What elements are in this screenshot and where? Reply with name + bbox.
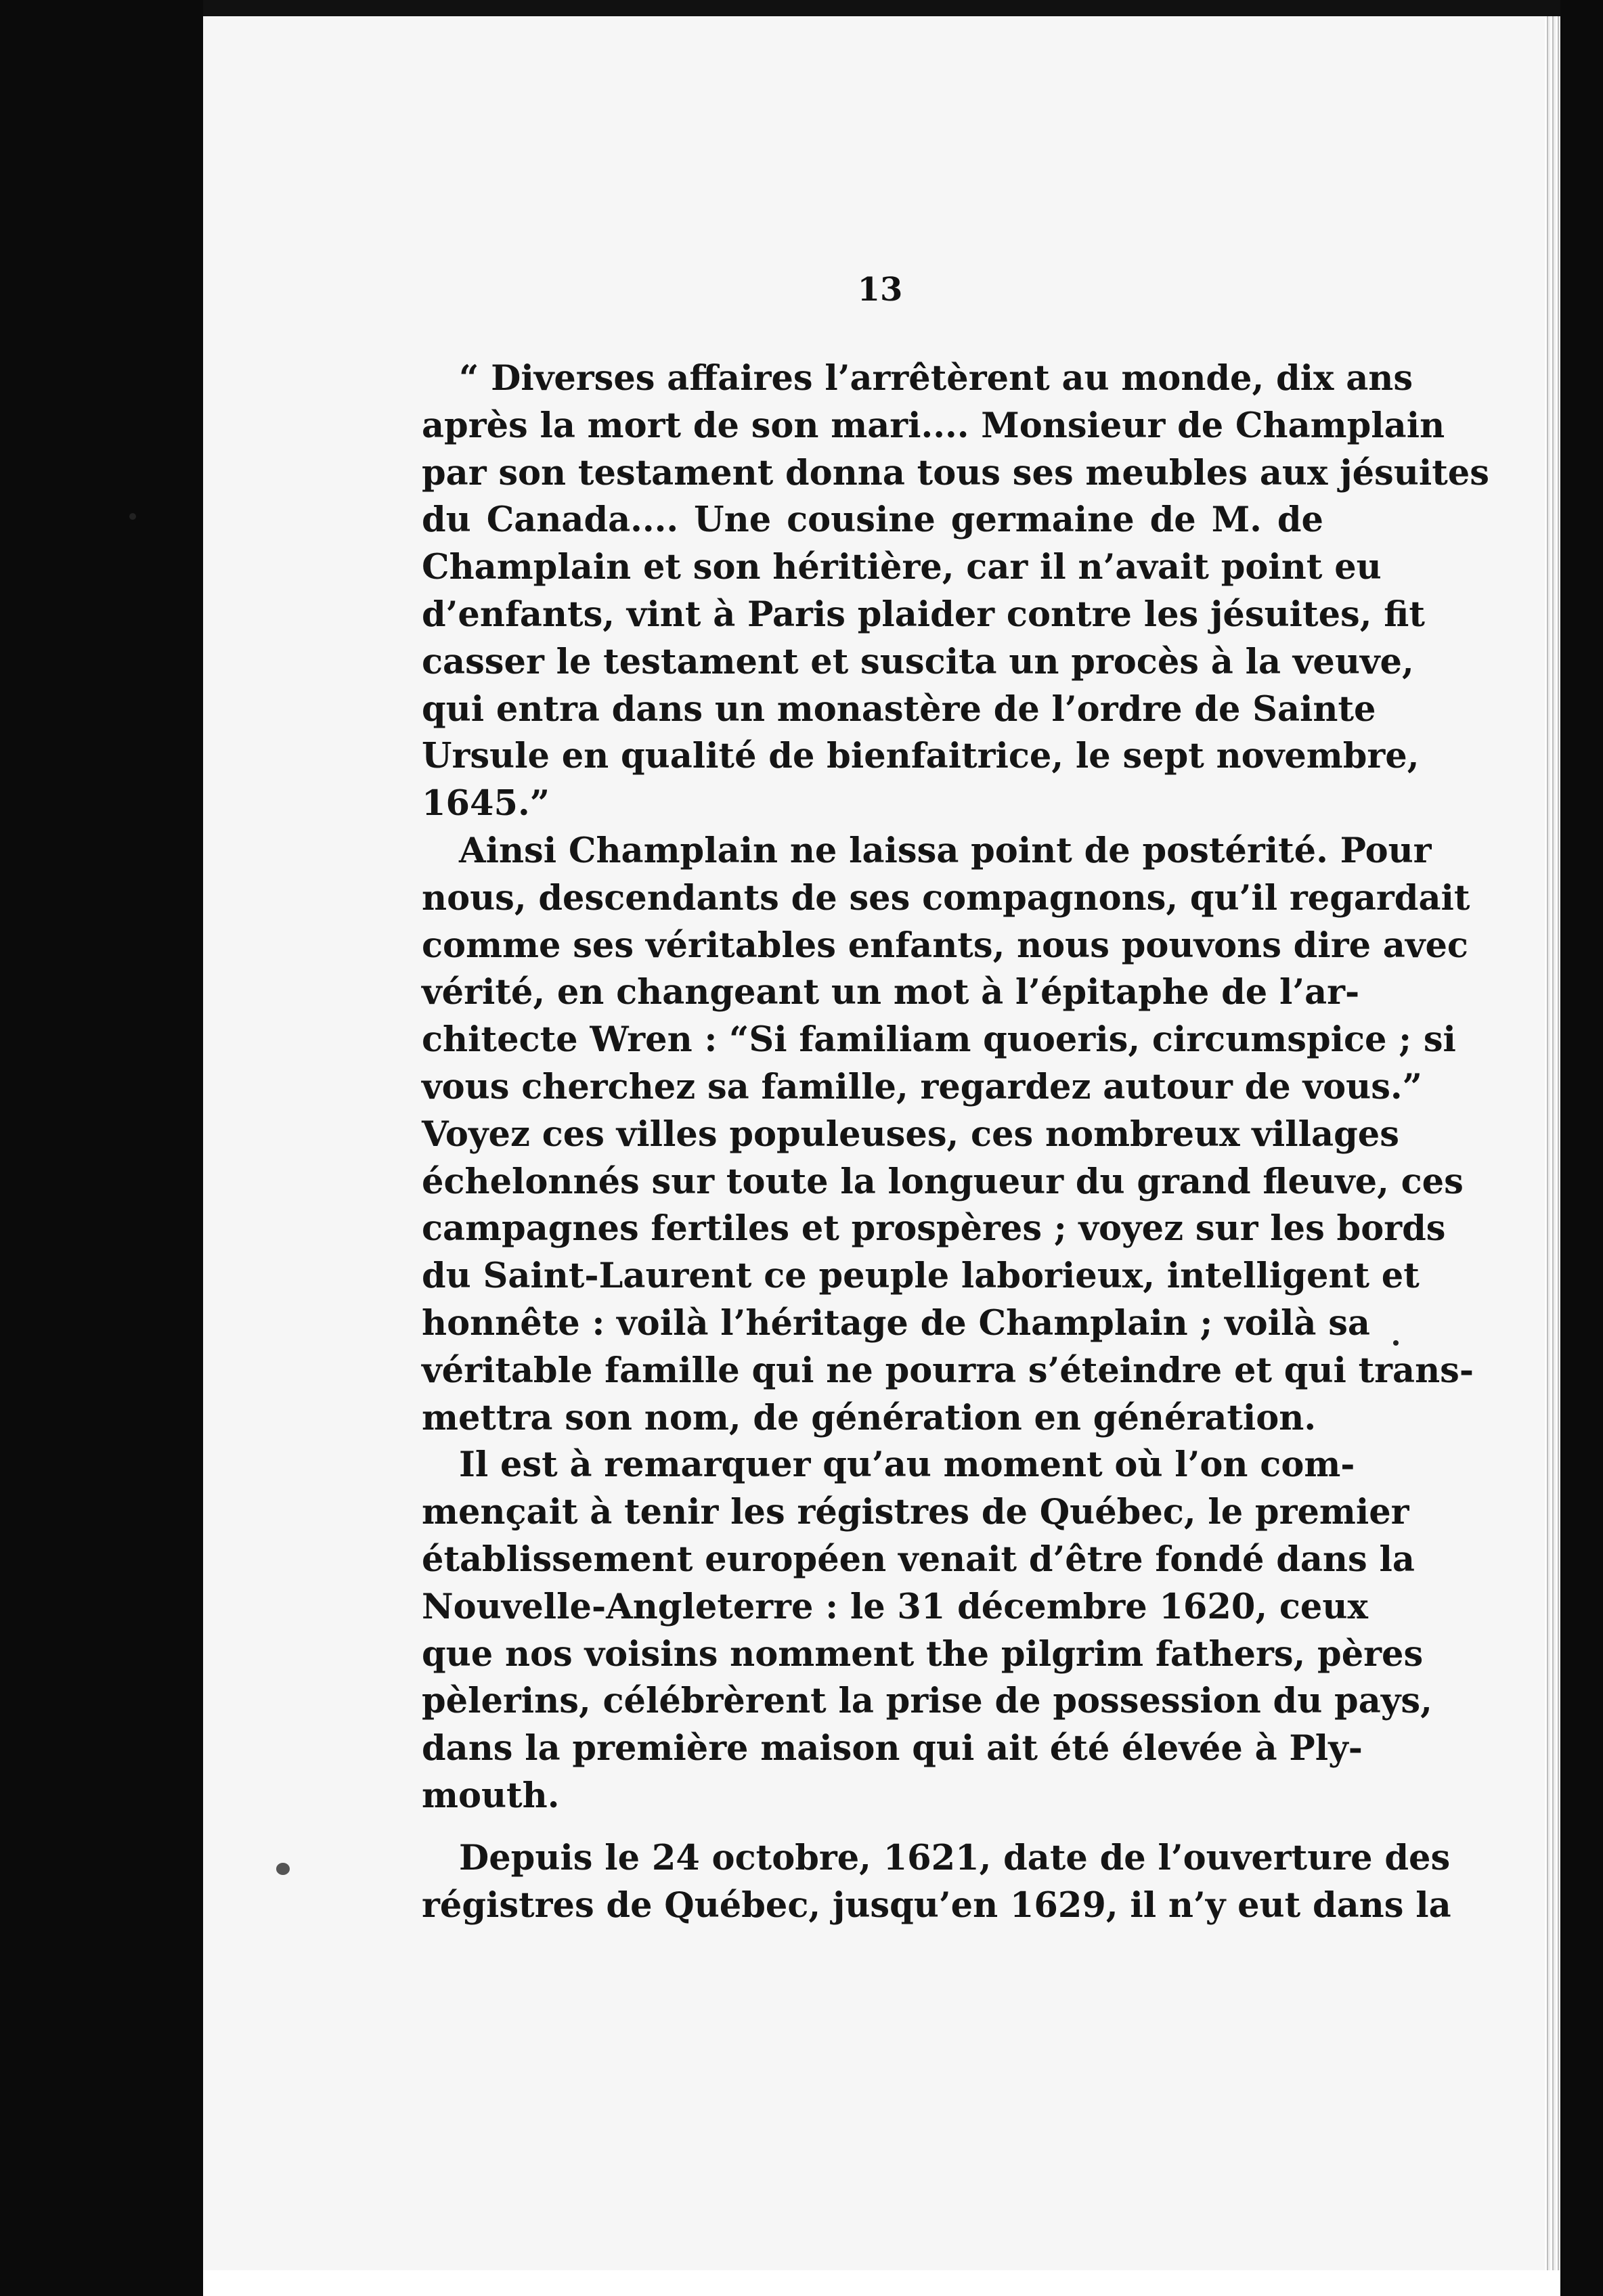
text-line: campagnes fertiles et prospères ; voyez sur les bords xyxy=(422,1208,1446,1249)
text-line: chitecte Wren : “Si familiam quoeris, circumspice ; si xyxy=(422,1019,1456,1060)
text-line: d’enfants, vint à Paris plaider contre les jésuites, fit xyxy=(422,594,1425,635)
text-line: véritable famille qui ne pourra s’éteindre et qui trans- xyxy=(422,1350,1474,1391)
text-line: vous cherchez sa famille, regardez autour de vous.” xyxy=(422,1067,1423,1107)
text-line: Ainsi Champlain ne laissa point de postérité. Pour xyxy=(459,831,1432,871)
text-line: 1645.” xyxy=(422,783,550,824)
text-line: mençait à tenir les régistres de Québec, le premier xyxy=(422,1492,1409,1532)
text-line: mettra son nom, de génération en génération. xyxy=(422,1398,1317,1438)
text-line: comme ses véritables enfants, nous pouvons dire avec xyxy=(422,925,1468,966)
scan-bottom-strip xyxy=(203,2270,1560,2296)
text-line: Depuis le 24 octobre, 1621, date de l’ouverture des xyxy=(459,1838,1451,1878)
page-number: 13 xyxy=(857,271,903,309)
text-line: que nos voisins nomment the pilgrim fathers, pères xyxy=(422,1634,1424,1675)
text-line: du Canada.... Une cousine germaine de M. de xyxy=(422,500,1323,540)
scan-right-margin xyxy=(1560,0,1603,2296)
scan-left-margin xyxy=(0,0,203,2296)
text-line: Voyez ces villes populeuses, ces nombreux villages xyxy=(422,1114,1399,1155)
text-line: nous, descendants de ses compagnons, qu’il regardait xyxy=(422,878,1470,919)
text-line: pèlerins, célébrèrent la prise de possession du pays, xyxy=(422,1681,1432,1721)
page-edge-stack xyxy=(1545,16,1560,2270)
scan-speck xyxy=(276,1863,290,1875)
scan-speck xyxy=(1393,1340,1399,1346)
text-line: vérité, en changeant un mot à l’épitaphe de l’ar- xyxy=(422,972,1360,1013)
text-line: dans la première maison qui ait été élevée à Ply- xyxy=(422,1728,1363,1769)
text-line: Ursule en qualité de bienfaitrice, le sept novembre, xyxy=(422,736,1420,776)
text-line: casser le testament et suscita un procès à la veuve, xyxy=(422,642,1414,682)
text-line: Champlain et son héritière, car il n’avait point eu xyxy=(422,547,1382,588)
text-line: établissement européen venait d’être fondé dans la xyxy=(422,1539,1415,1580)
text-line: après la mort de son mari.... Monsieur de Champlain xyxy=(422,405,1445,446)
text-line: régistres de Québec, jusqu’en 1629, il n’y eut dans la xyxy=(422,1885,1451,1926)
text-line: qui entra dans un monastère de l’ordre de Sainte xyxy=(422,689,1376,730)
scan-speck xyxy=(129,513,136,520)
scan-top-border xyxy=(0,0,1603,16)
text-line: honnête : voilà l’héritage de Champlain ; voilà sa xyxy=(422,1303,1370,1344)
text-line: du Saint-Laurent ce peuple laborieux, intelligent et xyxy=(422,1256,1420,1296)
text-line: Il est à remarquer qu’au moment où l’on com- xyxy=(459,1444,1355,1485)
text-line: par son testament donna tous ses meubles aux jésuites xyxy=(422,453,1489,493)
text-line: Nouvelle-Angleterre : le 31 décembre 1620, ceux xyxy=(422,1587,1368,1627)
text-line: mouth. xyxy=(422,1775,560,1816)
text-line: “ Diverses affaires l’arrêtèrent au monde, dix ans xyxy=(459,358,1413,399)
text-line: échelonnés sur toute la longueur du grand fleuve, ces xyxy=(422,1162,1464,1202)
